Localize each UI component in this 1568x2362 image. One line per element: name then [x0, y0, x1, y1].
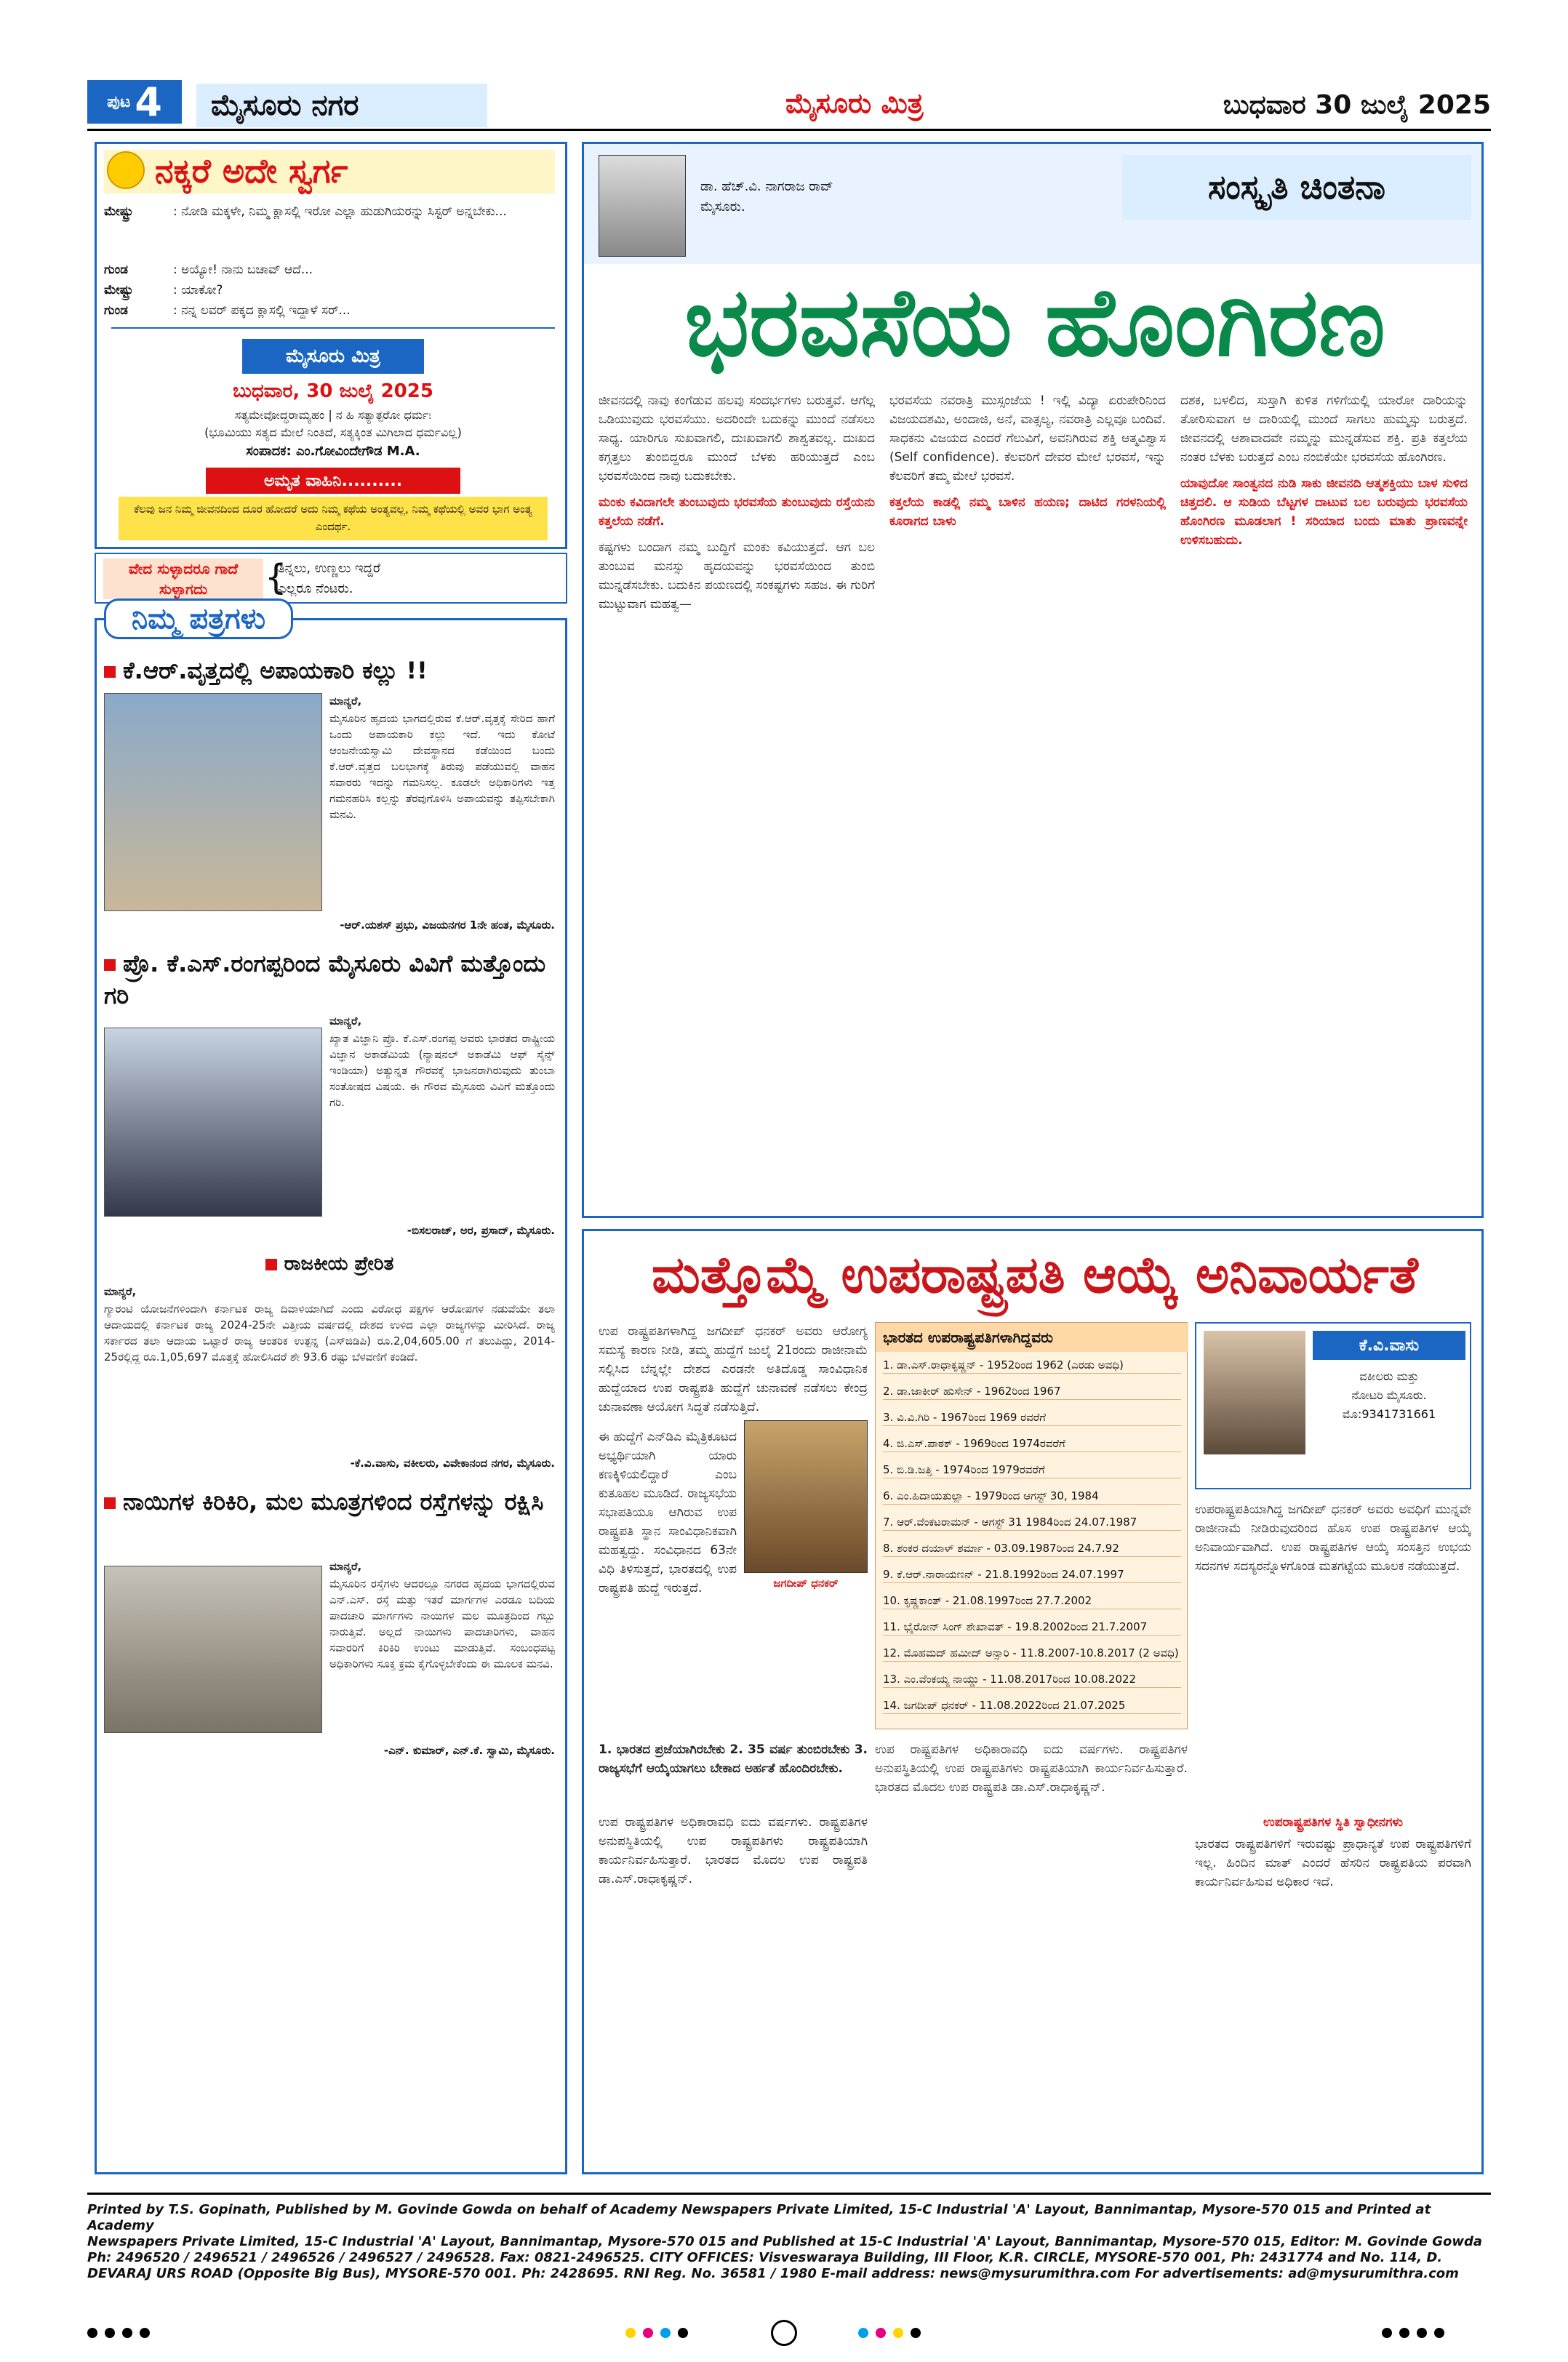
letter-photo: [104, 1566, 322, 1733]
letter-body: ಮೈಸೂರಿನ ಹೃದಯ ಭಾಗದಲ್ಲಿರುವ ಕೆ.ಆರ್.ವೃತ್ತಕ್ಕೆ ಸೇರಿದ ಹಾಗೆ ಒಂದು ಅಪಾಯಕಾರಿ ಕಲ್ಲು ಇದೆ. ಇದು ಕೋಟೆ ಆಂಜನೇಯಸ್ವಾಮಿ ದೇವಸ್ಥಾನದ ಕಡೆಯಿಂದ ಬಂದು ಕೆ.ಆರ್.ವೃತ್ತದ ಬಲಭಾಗಕ್ಕೆ ತಿರುವು ಪಡೆಯುವಲ್ಲಿ ವಾಹನ ಸವಾರರು ಇದನ್ನು ಗಮನಿಸಲ್ಲ. ಕೂಡಲೇ ಅಧಿಕಾರಿಗಳು ಇತ್ತ ಗಮನಹರಿಸಿ ಕಲ್ಲನ್ನು ತೆರವುಗೊಳಿಸಿ ಅಪಾಯವನ್ನು ತಪ್ಪಿಸಬೇಕಾಗಿ ಮನವಿ.: [329, 712, 555, 821]
proverb-line-1: ತಿನ್ನಲು, ಉಣ್ಣಲು ಇದ್ದರೆ: [278, 561, 381, 576]
proverb-line-2: ಎಲ್ಲರೂ ನೆಂಟರು.: [278, 581, 353, 596]
author-phone: ಮೊ:9341731661: [1342, 1407, 1436, 1421]
letter-sign: -ಕೆ.ವಿ.ವಾಸು, ವಕೀಲರು, ವಿವೇಕಾನಂದ ನಗರ, ಮೈಸೂರು.: [350, 1457, 555, 1470]
proverb-box: [95, 553, 567, 604]
letters-section: [95, 602, 567, 2174]
letter-title: ಪ್ರೊ. ಕೆ.ಎಸ್.ರಂಗಪ್ಪರಿಂದ ಮೈಸೂರು ವಿವಿಗೆ ಮತ್ತೊಂದು ಗರಿ: [104, 950, 546, 1009]
masthead-logo: ಮೈಸೂರು ಮಿತ್ರ: [785, 87, 924, 119]
dialog-line: ಮೇಷ್ಟ್ರು : ನೋಡಿ ಮಕ್ಕಳೇ, ನಿಮ್ಮ ಕ್ಲಾಸಲ್ಲಿ ಇರೋ ಎಲ್ಲಾ ಹುಡುಗಿಯರನ್ನು ಸಿಸ್ಟರ್ ಅನ್ನಬೇಕು...: [104, 204, 507, 219]
article-headline: ಭರವಸೆಯ ಹೊಂಗಿರಣ: [684, 267, 1385, 377]
registration-dots-right: [1382, 2327, 1527, 2342]
amrutha-quote: ಕೆಲವು ಜನ ನಿಮ್ಮ ಜೀವನದಿಂದ ದೂರ ಹೋದರೆ ಅದು ನಿಮ್ಮ ಕಥೆಯ ಅಂತ್ಯವಲ್ಲ, ನಿಮ್ಮ ಕಥೆಯಲ್ಲಿ ಅವರ ಭಾಗ ಅಂತ್ಯ ಎಂದರ್ಥ.: [119, 497, 548, 540]
article-headline: ಮತ್ತೊಮ್ಮೆ ಉಪರಾಷ್ಟ್ರಪತಿ ಆಯ್ಕೆ ಅನಿವಾರ್ಯತೆ: [599, 1238, 1471, 1311]
article-vice-president: [582, 1229, 1484, 2174]
table-row: 12. ಮೊಹಮದ್ ಹಮೀದ್ ಅನ್ಸಾರಿ - 11.8.2007-10.8.2017 (2 ಅವಧಿ): [883, 1646, 1181, 1662]
imprint-line: Newspapers Private Limited, 15-C Industrial 'A' Layout, Bannimantap, Mysore-570 015 and Published at 15-C Industrial 'A' Layout, Bannimantap, Mysore-570 015, Editor: M. Govinde Gowda: [87, 2234, 1483, 2249]
author-role: ವಕೀಲರು ಮತ್ತು: [1359, 1369, 1419, 1383]
article-intro: ಉಪ ರಾಷ್ಟ್ರಪತಿಗಳಾಗಿದ್ದ ಜಗದೀಪ್ ಧನಕರ್ ಅವರು ಆರೋಗ್ಯ ಸಮಸ್ಯೆ ಕಾರಣ ನೀಡಿ, ತಮ್ಮ ಹುದ್ದೆಗೆ ಜುಲೈ 21ರಂದು ರಾಜೀನಾಮೆ ಸಲ್ಲಿಸಿದ ಬೆನ್ನಲ್ಲೇ ದೇಶದ ಎರಡನೇ ಅತಿದೊಡ್ಡ ಸಾಂವಿಧಾನಿಕ ಹುದ್ದೆಯಾದ ಉಪ ರಾಷ್ಟ್ರಪತಿ ಹುದ್ದೆಗೆ ಚುನಾವಣೆ ನಡೆಸಲು ಕೇಂದ್ರ ಚುನಾವಣಾ ಆಯೋಗ ಸಿದ್ಧತೆ ನಡೆಸುತ್ತಿದೆ.: [599, 1324, 868, 1414]
motto-translation: (ಭೂಮಿಯು ಸತ್ಯದ ಮೇಲೆ ನಿಂತಿದೆ, ಸತ್ಯಕ್ಕಿಂತ ಮಿಗಿಲಾದ ಧರ್ಮವಿಲ್ಲ): [204, 425, 462, 439]
subheading: ಉಪರಾಷ್ಟ್ರಪತಿಗಳ ಸ್ಥಿತಿ ಸ್ವಾಧೀನಗಳು: [1263, 1815, 1404, 1830]
author-role: ನೋಟರಿ ಮೈಸೂರು.: [1351, 1388, 1427, 1402]
letter-body: ಗ್ಯಾರಂಟಿ ಯೋಜನೆಗಳಿಂದಾಗಿ ಕರ್ನಾಟಕ ರಾಜ್ಯ ದಿವಾಳಿಯಾಗಿದೆ ಎಂದು ವಿರೋಧ ಪಕ್ಷಗಳ ಆರೋಪಗಳ ನಡುವೆಯೇ ತಲಾ ಆದಾಯದಲ್ಲಿ ಕರ್ನಾಟಕ ರಾಜ್ಯ 2024-25ನೇ ವಿತ್ತೀಯ ವರ್ಷದಲ್ಲಿ ದೇಶದ ಉಳಿದ ಎಲ್ಲಾ ರಾಜ್ಯಗಳನ್ನು ಮೀರಿಸಿದೆ. ರಾಜ್ಯ ಸರ್ಕಾರದ ತಲಾ ಆದಾಯ ಒಟ್ಟಾರೆ ರಾಜ್ಯ ಆಂತರಿಕ ಉತ್ಪನ್ನ (ಎಸ್‌ಜಿಡಿಪಿ) ರೂ.2,04,605.00 ಗೆ ತಲುಪಿದ್ದು, 2014-25ರಲ್ಲಿದ್ದ ರೂ.1,05,697 ಮೊತ್ತಕ್ಕೆ ಹೋಲಿಸಿದರೆ ಶೇ 93.6 ರಷ್ಟು ಬೆಳವಣಿಗೆ ಕಂಡಿದೆ.: [104, 1302, 555, 1364]
table-row: 2. ಡಾ.ಜಾಕೀರ್ ಹುಸೇನ್ - 1962ರಿಂದ 1967: [883, 1384, 1181, 1400]
letter-salutation: ಮಾನ್ಯರೆ,: [104, 1285, 137, 1298]
article-column: ಉಪ ರಾಷ್ಟ್ರಪತಿಗಳ ಅಧಿಕಾರಾವಧಿ ಐದು ವರ್ಷಗಳು. ರಾಷ್ಟ್ರಪತಿಗಳ ಅನುಪಸ್ಥಿತಿಯಲ್ಲಿ ಉಪ ರಾಷ್ಟ್ರಪತಿಗಳು ರಾಷ್ಟ್ರಪತಿಯಾಗಿ ಕಾರ್ಯನಿರ್ವಹಿಸುತ್ತಾರೆ. ಭಾರತದ ಮೊದಲ ಉಪ ರಾಷ್ಟ್ರಪತಿ ಡಾ.ಎಸ್.ರಾಧಾಕೃಷ್ಣನ್.: [875, 1742, 1188, 1795]
photo-caption: ಜಗದೀಪ್ ಧನಕರ್: [773, 1577, 839, 1590]
article-column-right: ಉಪರಾಷ್ಟ್ರಪತಿಯಾಗಿದ್ದ ಜಗದೀಪ್ ಧನಕರ್ ಅವರು ಅವಧಿಗೆ ಮುನ್ನವೇ ರಾಜೀನಾಮೆ ನೀಡಿರುವುದರಿಂದ ಹೊಸ ಉಪ ರಾಷ್ಟ್ರಪತಿಗಳ ಆಯ್ಕೆ ಅನಿವಾರ್ಯವಾಗಿದೆ. ಉಪ ರಾಷ್ಟ್ರಪತಿಗಳ ಆಯ್ಕೆ ಸಂಸತ್ತಿನ ಉಭಯ ಸದನಗಳ ಸದಸ್ಯರನ್ನೊಳಗೊಂಡ ಮತಗಟ್ಟೆಯ ಮೂಲಕ ನಡೆಯುತ್ತದೆ.: [1195, 1502, 1471, 1574]
article-body-2: ಉಪ ರಾಷ್ಟ್ರಪತಿಗಳ ಅಧಿಕಾರಾವಧಿ ಐದು ವರ್ಷಗಳು. ರಾಷ್ಟ್ರಪತಿಗಳ ಅನುಪಸ್ಥಿತಿಯಲ್ಲಿ ಉಪ ರಾಷ್ಟ್ರಪತಿಗಳು ರಾಷ್ಟ್ರಪತಿಯಾಗಿ ಕಾರ್ಯನಿರ್ವಹಿಸುತ್ತಾರೆ. ಭಾರತದ ಮೊದಲ ಉಪ ರಾಷ್ಟ್ರಪತಿ ಡಾ.ಎಸ್.ರಾಧಾಕೃಷ್ಣನ್.: [599, 1815, 868, 1886]
table-row: 3. ವಿ.ವಿ.ಗಿರಿ - 1967ರಿಂದ 1969 ರವರೆಗೆ: [883, 1410, 1181, 1426]
letter-photo: [104, 1028, 322, 1217]
registration-dots-cmyk: [625, 2327, 844, 2342]
page-label: ಪುಟ: [107, 92, 131, 111]
section-title: ಮೈಸೂರು ನಗರ: [196, 84, 487, 127]
table-row: 6. ಎಂ.ಹಿದಾಯತುಲ್ಲಾ - 1979ರಿಂದ ಆಗಸ್ಟ್ 30, 1984: [883, 1489, 1181, 1505]
article-body: ಈ ಹುದ್ದೆಗೆ ಎನ್‌ಡಿಎ ಮೈತ್ರಿಕೂಟದ ಅಭ್ಯರ್ಥಿಯಾಗಿ ಯಾರು ಕಣಕ್ಕಿಳಿಯಲಿದ್ದಾರೆ ಎಂಬ ಕುತೂಹಲ ಮೂಡಿದೆ. ರಾಜ್ಯಸಭೆಯ ಸಭಾಪತಿಯೂ ಆಗಿರುವ ಉಪ ರಾಷ್ಟ್ರಪತಿ ಸ್ಥಾನ ಸಾಂವಿಧಾನಿಕವಾಗಿ ಮಹತ್ವದ್ದು. ಸಂವಿಧಾನದ 63ನೇ ವಿಧಿ ತಿಳಿಸುತ್ತದೆ, ಭಾರತದಲ್ಲಿ ಉಪ ರಾಷ್ಟ್ರಪತಿ ಹುದ್ದೆ ಇರುತ್ತದೆ.: [599, 1430, 737, 1596]
table-row: 13. ಎಂ.ವೆಂಕಯ್ಯ ನಾಯ್ಡು - 11.08.2017ರಿಂದ 10.08.2022: [883, 1672, 1181, 1688]
humor-box: [95, 142, 567, 549]
article-column-2: ಭರವಸೆಯ ನವರಾತ್ರಿ ಮುಸ್ಸಂಜೆಯ ! ಇಲ್ಲಿ ವಿದ್ಯಾ ಏರುಪೇರಿನಿಂದ ವಿಜಯದಶಮಿ, ಅಂದಾಜಿ, ಅನೆ, ವಾತ್ಸಲ್ಯ, ನವರಾತ್ರಿ ಎಲ್ಲವೂ ಬಂದಿವೆ. ಸಾಧಕನು ವಿಜಯದ ಎಂದರೆ ಗೆಲುವಿಗೆ, ಅವನಿಗಿರುವ ಶಕ್ತಿ ಆತ್ಮವಿಶ್ವಾಸ (Self confidence). ಕೆಲವರಿಗೆ ದೇವರ ಮೇಲೆ ಭರವಸೆ, ಇನ್ನು ಕೆಲವರಿಗೆ ತಮ್ಮ ಮೇಲೆ ಭರವಸೆ. ಕತ್ತಲೆಯ ಕಾಡಲ್ಲಿ ನಮ್ಮ ಬಾಳಿನ ಹಯಣ; ದಾಟಿದ ಗರಳನಿಯಲ್ಲಿ ಕೂರಾಗದ ಬಾಳು: [889, 393, 1166, 529]
issue-date: ಬುಧವಾರ 30 ಜುಲೈ 2025: [1223, 90, 1491, 120]
table-row: 11. ಭೈರೋನ್ ಸಿಂಗ್ ಶೇಖಾವತ್ - 19.8.2002ರಿಂದ 21.7.2007: [883, 1620, 1181, 1636]
article-column-3: ದಶಕ, ಬಳಲಿದ, ಸುಸ್ತಾಗಿ ಕುಳಿತ ಗಳಿಗೆಯಲ್ಲಿ ಯಾರೋ ದಾರಿಯನ್ನು ತೋರಿಸುವಾಗ ಆ ದಾರಿಯಲ್ಲಿ ಮುಂದೆ ಸಾಗಲು ಹುಮ್ಮಸ್ಸು ಬರುತ್ತದೆ. ಜೀವನದಲ್ಲಿ ಆಶಾವಾದವೇ ನಮ್ಮನ್ನು ಮುನ್ನಡೆಸುವ ಶಕ್ತಿ. ಪ್ರತಿ ಕತ್ತಲೆಯ ನಂತರ ಬೆಳಕು ಬರುತ್ತದೆ ಎಂಬ ನಂಬಿಕೆಯೇ ಭರವಸೆಯ ಹೊಂಗಿರಣ. ಯಾವುದೋ ಸಾಂತ್ವನದ ನುಡಿ ಸಾಕು ಜೀವನದಿ ಆತ್ಮಶಕ್ತಿಯು ಬಾಳ ಸುಳಿದ ಚಿತ್ತದಲಿ. ಆ ಸುಡಿಯ ಬೆಟ್ಟಗಳ ದಾಟುವ ಬಲ ಬರುವುದು ಭರವಸೆಯ ಹೊಂಗಿರಣ ಮೂಡಲಾಗ ! ಸರಿಯಾದ ಬಂದು ಮಾತು ಪ್ರಾಣವನ್ನೇ ಉಳಿಸಬಹುದು.: [1180, 393, 1468, 548]
letter-body: ಖ್ಯಾತ ವಿಜ್ಞಾನಿ ಪ್ರೊ. ಕೆ.ಎಸ್.ರಂಗಪ್ಪ ಅವರು ಭಾರತದ ರಾಷ್ಟ್ರೀಯ ವಿಜ್ಞಾನ ಅಕಾಡೆಮಿಯ (ನ್ಯಾಷನಲ್ ಅಕಾಡೆಮಿ ಆಫ್ ಸೈನ್ಸ್ ಇಂಡಿಯಾ) ಅತ್ಯುನ್ನತ ಗೌರವಕ್ಕೆ ಭಾಜನರಾಗಿರುವುದು ತುಂಬಾ ಸಂತೋಷದ ವಿಷಯ. ಈ ಗೌರವ ಮೈಸೂರು ವಿವಿಗೆ ಮತ್ತೊಂದು ಗರಿ.: [329, 1032, 555, 1109]
newspaper-logo: ಮೈಸೂರು ಮಿತ್ರ: [242, 339, 424, 374]
laughing-face-icon: [107, 151, 145, 189]
letter-salutation: ಮಾನ್ಯರೆ,: [329, 694, 362, 708]
letter-sign: -ಆರ್.ಯಶಸ್ ಪ್ರಭು, ವಿಜಯನಗರ 1ನೇ ಹಂತ, ಮೈಸೂರು.: [340, 918, 555, 932]
table-row: 14. ಜಗದೀಪ್ ಧನಕರ್ - 11.08.2022ರಿಂದ 21.07.2025: [883, 1698, 1181, 1714]
registration-target-icon: [771, 2320, 797, 2346]
author-photo: [1204, 1331, 1305, 1454]
article-column-right-2: ಭಾರತದ ರಾಷ್ಟ್ರಪತಿಗಳಿಗೆ ಇರುವಷ್ಟು ಪ್ರಾಧಾನ್ಯತೆ ಉಪ ರಾಷ್ಟ್ರಪತಿಗಳಿಗೆ ಇಲ್ಲ. ಹಿಂದಿನ ಮಾತ್ ಎಂದರೆ ಹೆಸರಿನ ರಾಷ್ಟ್ರಪತಿಯ ಪರವಾಗಿ ಕಾರ್ಯನಿರ್ವಹಿಸುವ ಅಧಿಕಾರ ಇದೆ.: [1195, 1837, 1471, 1889]
editor-line: ಸಂಪಾದಕ: ಎಂ.ಗೋವಿಂದೇಗೌಡ M.A.: [246, 444, 420, 459]
vp-list-table: [875, 1322, 1188, 1729]
letter-sign: -ಎನ್. ಕುಮಾರ್, ಎನ್.ಕೆ. ಸ್ವಾಮಿ, ಮೈಸೂರು.: [383, 1744, 555, 1757]
letter-title: ನಾಯಿಗಳ ಕಿರಿಕಿರಿ, ಮಲ ಮೂತ್ರಗಳಿಂದ ರಸ್ತೆಗಳನ್ನು ರಕ್ಷಿಸಿ: [104, 1486, 555, 1518]
letter-photo: [104, 693, 322, 911]
table-row: 4. ಜಿ.ಎಸ್.ಪಾಠಕ್ - 1969ರಿಂದ 1974ರವರೆಗೆ: [883, 1436, 1181, 1452]
page-number-badge: [87, 80, 182, 124]
motto-line: ಸತ್ಯಮೇವೋದ್ಧರಾಮ್ಯಹಂ | ನ ಹಿ ಸತ್ಯಾತ್ಪರೋ ಧರ್ಮಃ: [234, 408, 432, 422]
logo-date: ಬುಧವಾರ, 30 ಜುಲೈ 2025: [233, 380, 433, 402]
dialog-line: ಮೇಷ್ಟ್ರು : ಯಾಕೋ?: [104, 283, 223, 297]
letter-title: ರಾಜಕೀಯ ಪ್ರೇರಿತ: [104, 1253, 555, 1276]
letter-body: ಮೈಸೂರಿನ ರಸ್ತೆಗಳು ಆದರಲ್ಲೂ ನಗರದ ಹೃದಯ ಭಾಗದಲ್ಲಿರುವ ಎನ್.ಎಸ್. ರಸ್ತೆ ಮತ್ತು ಇತರೆ ಮಾರ್ಗಗಳ ಎರಡೂ ಬದಿಯ ಪಾದಚಾರಿ ಮಾರ್ಗಗಳು ನಾಯಿಗಳ ಮಲ ಮೂತ್ರದಿಂದ ಗಬ್ಬು ನಾರುತ್ತಿವೆ. ಅಲ್ಲದೆ ನಾಯಿಗಳು ಪಾದಚಾರಿಗಳು, ವಾಹನ ಸವಾರರಿಗೆ ಕಿರಿಕಿರಿ ಉಂಟು ಮಾಡುತ್ತಿವೆ. ಸಂಬಂಧಪಟ್ಟ ಅಧಿಕಾರಿಗಳು ಸೂಕ್ತ ಕ್ರಮ ಕೈಗೊಳ್ಳಬೇಕೆಂದು ಈ ಮೂಲಕ ಮನವಿ.: [329, 1577, 555, 1670]
table-row: 9. ಕೆ.ಆರ್.ನಾರಾಯಣನ್ - 21.8.1992ರಿಂದ 24.07.1997: [883, 1567, 1181, 1583]
article-column-1: ಜೀವನದಲ್ಲಿ ನಾವು ಕಂಗೆಡುವ ಹಲವು ಸಂದರ್ಭಗಳು ಬರುತ್ತವೆ. ಆಗೆಲ್ಲ ಒಡಿಯುವುದು ಭರವಸೆಯು. ಅದರಿಂದೇ ಬದುಕನ್ನು ಮುಂದೆ ನಡೆಸಲು ಸಾಧ್ಯ. ಯಾರಿಗೂ ಸುಖವಾಗಲಿ, ದುಃಖವಾಗಲಿ ಶಾಶ್ವತವಲ್ಲ. ದುಃಖದ ಕಗ್ಗತ್ತಲು ತುಂಬಿದ್ದರೂ ಮುಂದೆ ಬೆಳಕು ಹರಿಯುತ್ತದೆ ಎಂಬ ಭರವಸೆಯಿಂದ ನಾವು ಬದುಕಬೇಕು. ಮಂಕು ಕವಿದಾಗಲೇ ತುಂಬುವುದು ಭರವಸೆಯ ತುಂಬುವುದು ರಸ್ತೆಯನು ಕತ್ತಲೆಯ ನಡೆಗೆ. ಕಷ್ಟಗಳು ಬಂದಾಗ ನಮ್ಮ ಬುದ್ಧಿಗೆ ಮಂಕು ಕವಿಯುತ್ತದೆ. ಆಗ ಬಲ ತುಂಬುವ ಮನಸ್ಸು ಹೃದಯವನ್ನು ಭರವಸೆಯಿಂದ ತುಂಬಿ ಮುನ್ನಡೆಸಬೇಕು. ಬದುಕಿನ ಪಯಣದಲ್ಲಿ ಸಂಕಷ್ಟಗಳು ಸಹಜ. ಈ ಗುರಿಗೆ ಮುಟ್ಟುವಾಗ ಮಹತ್ವ—: [599, 393, 875, 612]
table-row: 5. ಬಿ.ಡಿ.ಜತ್ತಿ - 1974ರಿಂದ 1979ರವರೆಗೆ: [883, 1462, 1181, 1478]
imprint-footer: [87, 2193, 1491, 2294]
vp-list-title: ಭಾರತದ ಉಪರಾಷ್ಟ್ರಪತಿಗಳಾಗಿದ್ದವರು: [876, 1323, 1188, 1352]
registration-dots-cmyk: [858, 2327, 1076, 2342]
table-row: 7. ಆರ್.ವೆಂಕಟರಾಮನ್ - ಆಗಸ್ಟ್ 31 1984ರಿಂದ 24.07.1987: [883, 1515, 1181, 1531]
table-row: 1. ಡಾ.ಎಸ್.ರಾಧಾಕೃಷ್ಣನ್ - 1952ರಿಂದ 1962 (ಎರಡು ಅವಧಿ): [883, 1358, 1181, 1374]
letter-title: ಕೆ.ಆರ್.ವೃತ್ತದಲ್ಲಿ ಅಪಾಯಕಾರಿ ಕಲ್ಲು !!: [104, 657, 555, 685]
letter-sign: -ಬಿಸಲರಾಜ್, ಅರ, ಪ್ರಸಾದ್, ಮೈಸೂರು.: [407, 1224, 555, 1237]
author-photo: [599, 155, 686, 257]
author-name: ಡಾ. ಹೆಚ್.ವಿ. ನಾಗರಾಜ ರಾವ್: [700, 179, 833, 194]
divider: [111, 327, 555, 329]
imprint-line: Printed by T.S. Gopinath, Published by M. Govinde Gowda on behalf of Academy Newspapers Private Limited, 15-C Industrial 'A' Layout, Bannimantap, Mysore-570 015 and Printed at Academy: [87, 2202, 1431, 2233]
proverb-label: ವೇದ ಸುಳ್ಳಾದರೂ ಗಾದೆ ಸುಳ್ಳಾಗದು: [103, 559, 263, 599]
humor-title: ನಕ್ಕರೆ ಅದೇ ಸ್ವರ್ಗ: [104, 150, 555, 193]
brace-icon: {: [265, 557, 287, 598]
dialog-line: ಗುಂಡ : ಅಯ್ಯೋ! ನಾನು ಬಚಾವ್ ಆದೆ...: [104, 263, 313, 277]
dhankhar-photo: [744, 1420, 868, 1573]
letter-salutation: ಮಾನ್ಯರೆ,: [329, 1560, 362, 1573]
letters-heading: ನಿಮ್ಮ ಪತ್ರಗಳು: [104, 598, 293, 639]
column-name: ಸಂಸ್ಕೃತಿ ಚಿಂತನಾ: [1122, 155, 1471, 220]
table-row: 8. ಶಂಕರ ದಯಾಳ್ ಶರ್ಮಾ - 03.09.1987ರಿಂದ 24.7.92: [883, 1541, 1181, 1557]
eligibility-list: 1. ಭಾರತದ ಪ್ರಜೆಯಾಗಿರಬೇಕು 2. 35 ವರ್ಷ ತುಂಬಿರಬೇಕು 3. ರಾಜ್ಯಸಭೆಗೆ ಆಯ್ಕೆಯಾಗಲು ಬೇಕಾದ ಅರ್ಹತೆ ಹೊಂದಿರಬೇಕು.: [599, 1742, 868, 1776]
imprint-line: Ph: 2496520 / 2496521 / 2496526 / 2496527 / 2496528. Fax: 0821-2496525. CITY OFFICES: Visveswaraya Building, III Floor, K.R. CIRCLE, MYSORE-570 001, Ph: 2431774 and No. 114, D.: [87, 2250, 1443, 2265]
author-box: [1195, 1322, 1471, 1489]
author-place: ಮೈಸೂರು.: [700, 199, 745, 215]
page-number: 4: [135, 79, 162, 125]
author-name: ಕೆ.ವಿ.ವಾಸು: [1313, 1331, 1465, 1360]
table-row: 10. ಕೃಷ್ಣಕಾಂತ್ - 21.08.1997ರಿಂದ 27.7.2002: [883, 1593, 1181, 1609]
amrutha-title: ಅಮೃತ ವಾಹಿನಿ..........: [206, 468, 460, 494]
imprint-line: DEVARAJ URS ROAD (Opposite Big Bus), MYSORE-570 001. Ph: 2428695. RNI Reg. No. 36581 / 1980 E-mail address: news@mysurumithra.com For advertisements: ad@mysurumithra.com: [87, 2266, 1459, 2281]
registration-dots-left: [87, 2327, 305, 2342]
dialog-line: ಗುಂಡ : ನನ್ನ ಲವರ್ ಪಕ್ಕದ ಕ್ಲಾಸಲ್ಲಿ ಇದ್ದಾಳೆ ಸರ್...: [104, 303, 351, 318]
letter-salutation: ಮಾನ್ಯರೆ,: [329, 1014, 362, 1028]
article-culture: [582, 142, 1484, 1218]
